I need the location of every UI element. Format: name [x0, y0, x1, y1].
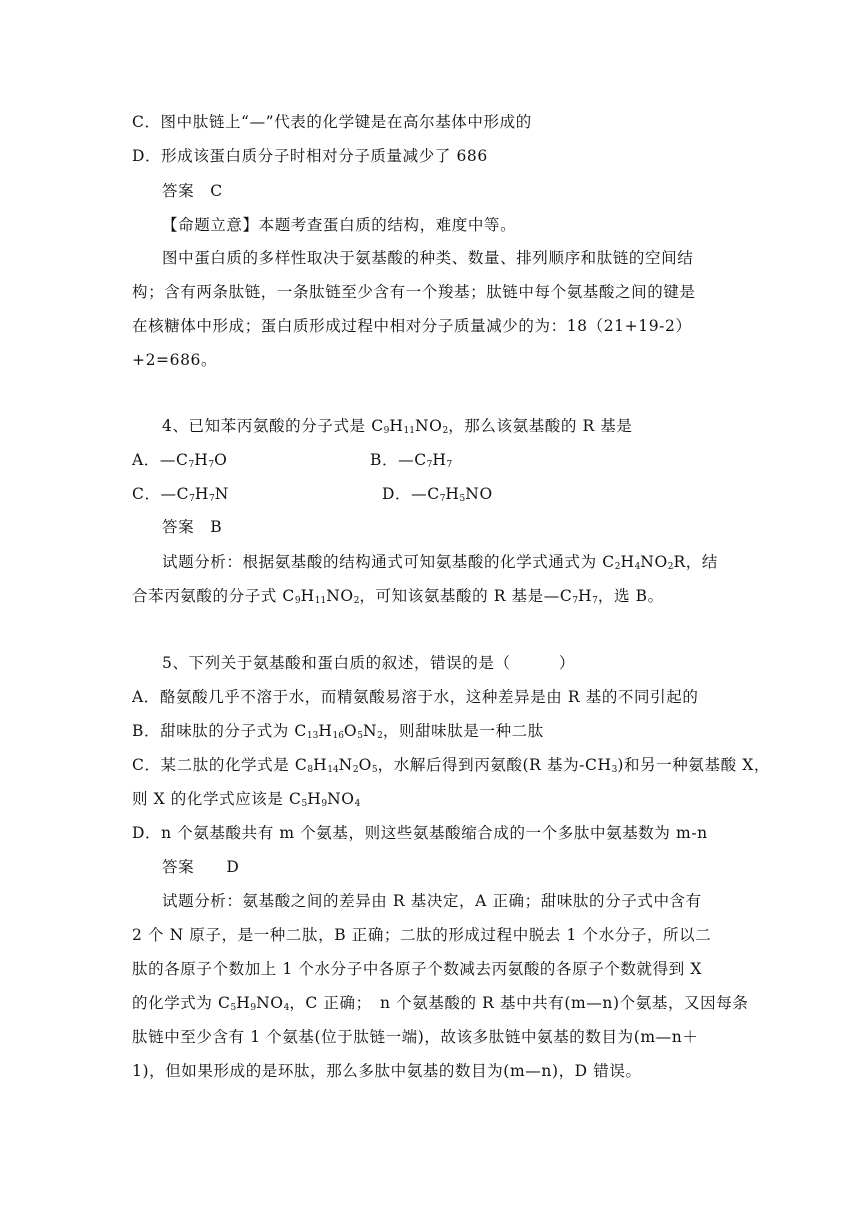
q5-option-b: B．甜味肽的分子式为 $C_{13}H_{16}O_5N_2$，则甜味肽是一种二肽 — [132, 722, 544, 741]
q4-explanation-line: 合苯丙氨酸的分子式 $C_9H_{11}NO_2$，可知该氨基酸的 R 基是$—C_7H_7$，选 B。 — [132, 587, 664, 606]
q4-option-c: C．$—C_7H_7N$ — [132, 485, 229, 504]
q5-option-c: C．某二肽的化学式是 $C_8H_{14}N_2O_5$，水解后得到丙氨酸(R 基为$-CH_3$)和另一种氨基酸 X， — [132, 756, 770, 775]
q4-option-b: B．$—C_7H_7$ — [370, 451, 453, 470]
q3-answer: 答案 C — [162, 182, 223, 200]
q5-option-c-continued: 则 X 的化学式应该是 $C_5H_9NO_4$ — [132, 790, 361, 809]
q5-option-a: A．酪氨酸几乎不溶于水，而精氨酸易溶于水，这种差异是由 R 基的不同引起的 — [132, 688, 699, 706]
q3-explanation-line: 图中蛋白质的多样性取决于氨基酸的种类、数量、排列顺序和肽链的空间结 — [162, 249, 694, 267]
q3-option-c: C．图中肽链上“—”代表的化学键是在高尔基体中形成的 — [132, 113, 532, 131]
q5-explanation-line: 1)，但如果形成的是环肽，那么多肽中氨基的数目为(m—n)，D 错误。 — [132, 1062, 642, 1080]
q3-explanation-line: 在核糖体中形成；蛋白质形成过程中相对分子质量减少的为：18（21+19-2） — [132, 317, 692, 335]
q4-option-d: D．$—C_7H_5NO$ — [382, 485, 493, 504]
q5-stem: 5、下列关于氨基酸和蛋白质的叙述，错误的是（ ） — [162, 654, 575, 672]
q3-explanation-line: 构；含有两条肽链，一条肽链至少含有一个羧基；肽链中每个氨基酸之间的键是 — [132, 283, 696, 301]
q5-explanation-line: 2 个 N 原子，是一种二肽，B 正确；二肽的形成过程中脱去 1 个水分子，所以二 — [132, 926, 712, 944]
q4-answer: 答案 B — [162, 518, 223, 536]
q5-option-d: D．n 个氨基酸共有 m 个氨基，则这些氨基酸缩合成的一个多肽中氨基数为 m-n — [132, 824, 708, 842]
q3-intent: 【命题立意】本题考查蛋白质的结构，难度中等。 — [162, 216, 517, 234]
q3-option-d: D．形成该蛋白质分子时相对分子质量减少了 686 — [132, 147, 488, 165]
q5-explanation-line: 肽的各原子个数加上 1 个水分子中各原子个数减去丙氨酸的各原子个数就得到 X — [132, 960, 702, 978]
q4-option-a: A．$—C_7H_7O$ — [132, 451, 228, 470]
q5-explanation-line: 肽链中至少含有 1 个氨基(位于肽链一端)，故该多肽链中氨基的数目为(m—n＋ — [132, 1028, 699, 1046]
q5-answer: 答案 D — [162, 858, 240, 876]
q4-explanation-line: 试题分析：根据氨基酸的结构通式可知氨基酸的化学式通式为 $C_2H_4NO_2R$，结 — [162, 553, 718, 572]
q5-explanation-line: 的化学式为 $C_5H_9NO_4$，C 正确； n 个氨基酸的 R 基中共有(m—n)个氨基，又因每条 — [132, 994, 749, 1013]
q4-stem: 4、已知苯丙氨酸的分子式是 $C_9H_{11}NO_2$，那么该氨基酸的 R 基是 — [162, 417, 633, 436]
q5-explanation-line: 试题分析：氨基酸之间的差异由 R 基决定，A 正确；甜味肽的分子式中含有 — [162, 892, 702, 910]
q3-explanation-line: +2=686。 — [132, 351, 218, 369]
